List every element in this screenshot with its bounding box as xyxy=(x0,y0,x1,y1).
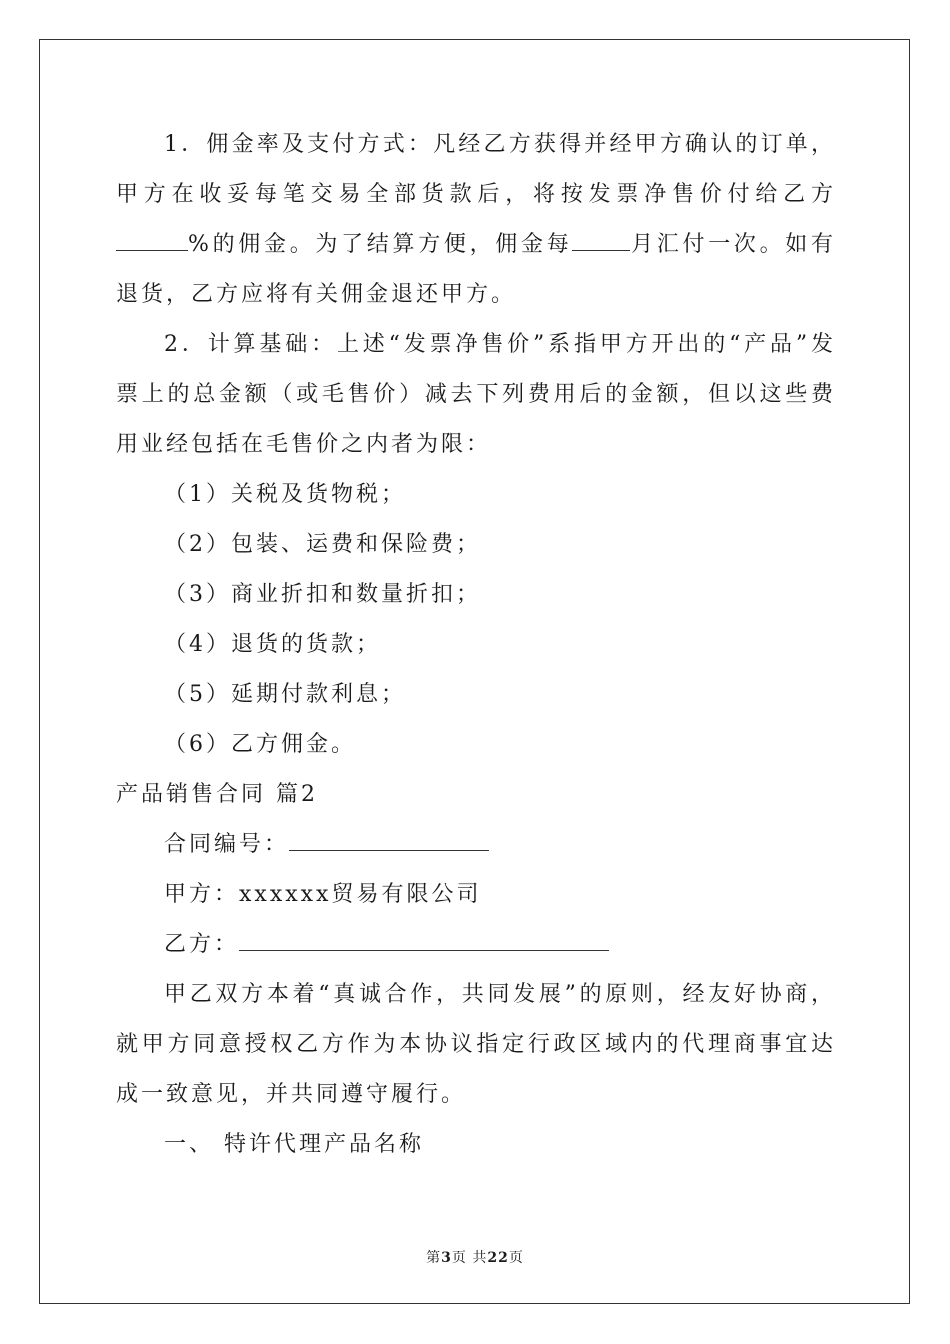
contract-number-line: 合同编号： xyxy=(116,820,836,870)
list-item: （2）包装、运费和保险费； xyxy=(164,532,481,557)
list-item: （3）商业折扣和数量折扣； xyxy=(164,582,481,607)
paragraph-calculation-basis: 2．计算基础：上述“发票净售价”系指甲方开出的“产品”发票上的总金额（或毛售价）减去下列费用后的金额，但以这些费用业经包括在毛售价之内者为限： xyxy=(116,332,836,457)
blank-commission-rate xyxy=(116,230,188,251)
list-item: （1）关税及货物税； xyxy=(164,482,406,507)
page-footer: 第3页 共22页 xyxy=(426,1250,524,1266)
list-item: （6）乙方佣金。 xyxy=(164,732,356,757)
current-page-number: 3 xyxy=(441,1250,452,1266)
party-a-line: 甲方：xxxxxx贸易有限公司 xyxy=(164,882,482,907)
section-title: 产品销售合同 篇2 xyxy=(116,782,318,807)
total-page-count: 22 xyxy=(487,1250,509,1266)
paragraph-agreement: 甲乙双方本着“真诚合作，共同发展”的原则，经友好协商，就甲方同意授权乙方作为本协议指定行政区域内的代理商事宜达成一致意见，并共同遵守履行。 xyxy=(116,982,836,1107)
blank-months xyxy=(572,230,630,251)
paragraph-commission: 1．佣金率及支付方式：凡经乙方获得并经甲方确认的订单，甲方在收妥每笔交易全部货款后，将按发票净售价付给乙方%的佣金。为了结算方便，佣金每 月汇付一次。如有退货，乙方应将有关佣金退还甲方。 xyxy=(116,132,836,307)
party-b-line: 乙方： xyxy=(116,920,836,970)
list-item: （4）退货的货款； xyxy=(164,632,381,657)
document-body xyxy=(116,120,836,1170)
blank-party-b xyxy=(239,930,609,951)
clause-heading: 一、 特许代理产品名称 xyxy=(164,1132,424,1157)
blank-contract-number xyxy=(289,830,489,851)
list-item: （5）延期付款利息； xyxy=(164,682,406,707)
